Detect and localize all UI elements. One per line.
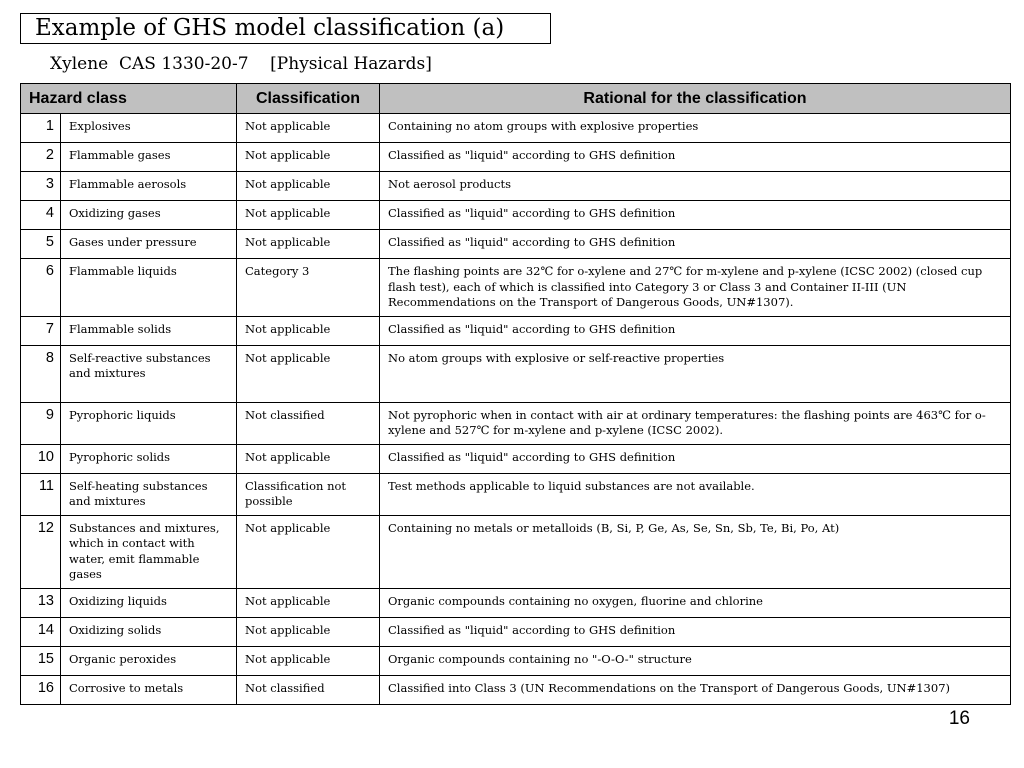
hazard-class-cell: Oxidizing solids xyxy=(61,617,237,646)
table-header-row xyxy=(21,84,1011,114)
rationale-cell: Not aerosol products xyxy=(380,172,1011,201)
row-number: 10 xyxy=(21,444,61,473)
hazard-class-cell: Oxidizing liquids xyxy=(61,588,237,617)
hazard-class-cell: Pyrophoric liquids xyxy=(61,402,237,444)
table-row xyxy=(21,114,1011,143)
table-row xyxy=(21,172,1011,201)
classification-cell: Classification not possible xyxy=(237,473,380,515)
table-row xyxy=(21,230,1011,259)
hazard-class-cell: Flammable gases xyxy=(61,143,237,172)
classification-cell: Not applicable xyxy=(237,646,380,675)
table-row xyxy=(21,402,1011,444)
row-number: 14 xyxy=(21,617,61,646)
rationale-cell: Containing no metals or metalloids (B, Si, P, Ge, As, Se, Sn, Sb, Te, Bi, Po, At) xyxy=(380,515,1011,588)
rationale-cell: Organic compounds containing no "-O-O-" structure xyxy=(380,646,1011,675)
hazard-class-cell: Corrosive to metals xyxy=(61,675,237,704)
slide-title: Example of GHS model classification (a) xyxy=(20,13,551,44)
rationale-cell: Classified as "liquid" according to GHS definition xyxy=(380,230,1011,259)
classification-cell: Not applicable xyxy=(237,143,380,172)
classification-cell: Not applicable xyxy=(237,617,380,646)
classification-cell: Not applicable xyxy=(237,114,380,143)
row-number: 5 xyxy=(21,230,61,259)
rationale-cell: Test methods applicable to liquid substances are not available. xyxy=(380,473,1011,515)
hazard-class-cell: Flammable solids xyxy=(61,316,237,345)
hazard-class-cell: Pyrophoric solids xyxy=(61,444,237,473)
hazard-class-cell: Self-reactive substances and mixtures xyxy=(61,345,237,402)
hazard-class-cell: Organic peroxides xyxy=(61,646,237,675)
rationale-cell: The flashing points are 32℃ for o-xylene and 27℃ for m-xylene and p-xylene (ICSC 2002) (closed cup flash test), each of which is classified into Category 3 or Class 3 and Container II-III (UN Recommendations on the Transport of Dangerous Goods, UN#1307). xyxy=(380,259,1011,317)
classification-table xyxy=(20,83,1011,705)
rationale-cell: Not pyrophoric when in contact with air at ordinary temperatures: the flashing points are 463℃ for o-xylene and 527℃ for m-xylene and p-xylene (ICSC 2002). xyxy=(380,402,1011,444)
header-rationale: Rational for the classification xyxy=(380,84,1011,114)
row-number: 2 xyxy=(21,143,61,172)
hazard-class-cell: Flammable liquids xyxy=(61,259,237,317)
classification-cell: Not applicable xyxy=(237,515,380,588)
table-row xyxy=(21,345,1011,402)
hazard-class-cell: Gases under pressure xyxy=(61,230,237,259)
table-row xyxy=(21,675,1011,704)
row-number: 4 xyxy=(21,201,61,230)
classification-cell: Not applicable xyxy=(237,345,380,402)
table-row xyxy=(21,515,1011,588)
rationale-cell: Classified as "liquid" according to GHS definition xyxy=(380,201,1011,230)
row-number: 12 xyxy=(21,515,61,588)
hazard-class-cell: Self-heating substances and mixtures xyxy=(61,473,237,515)
hazard-class-cell: Explosives xyxy=(61,114,237,143)
row-number: 9 xyxy=(21,402,61,444)
rationale-cell: No atom groups with explosive or self-reactive properties xyxy=(380,345,1011,402)
table-row xyxy=(21,444,1011,473)
classification-cell: Not classified xyxy=(237,675,380,704)
rationale-cell: Classified as "liquid" according to GHS definition xyxy=(380,143,1011,172)
table-row xyxy=(21,617,1011,646)
page-number: 16 xyxy=(948,708,970,729)
row-number: 8 xyxy=(21,345,61,402)
rationale-cell: Classified as "liquid" according to GHS definition xyxy=(380,444,1011,473)
table-row xyxy=(21,473,1011,515)
header-hazard-class: Hazard class xyxy=(21,84,237,114)
row-number: 1 xyxy=(21,114,61,143)
header-classification: Classification xyxy=(237,84,380,114)
hazard-class-cell: Substances and mixtures, which in contact with water, emit flammable gases xyxy=(61,515,237,588)
classification-cell: Category 3 xyxy=(237,259,380,317)
rationale-cell: Containing no atom groups with explosive properties xyxy=(380,114,1011,143)
row-number: 15 xyxy=(21,646,61,675)
row-number: 13 xyxy=(21,588,61,617)
classification-cell: Not applicable xyxy=(237,444,380,473)
row-number: 3 xyxy=(21,172,61,201)
table-row xyxy=(21,259,1011,317)
row-number: 16 xyxy=(21,675,61,704)
table-row xyxy=(21,316,1011,345)
classification-cell: Not applicable xyxy=(237,172,380,201)
table-row xyxy=(21,143,1011,172)
table-row xyxy=(21,201,1011,230)
classification-cell: Not applicable xyxy=(237,201,380,230)
classification-cell: Not applicable xyxy=(237,588,380,617)
hazard-class-cell: Oxidizing gases xyxy=(61,201,237,230)
table-row xyxy=(21,646,1011,675)
row-number: 7 xyxy=(21,316,61,345)
rationale-cell: Organic compounds containing no oxygen, fluorine and chlorine xyxy=(380,588,1011,617)
rationale-cell: Classified into Class 3 (UN Recommendations on the Transport of Dangerous Goods, UN#1307) xyxy=(380,675,1011,704)
rationale-cell: Classified as "liquid" according to GHS definition xyxy=(380,617,1011,646)
row-number: 11 xyxy=(21,473,61,515)
classification-cell: Not classified xyxy=(237,402,380,444)
classification-cell: Not applicable xyxy=(237,316,380,345)
row-number: 6 xyxy=(21,259,61,317)
hazard-class-cell: Flammable aerosols xyxy=(61,172,237,201)
rationale-cell: Classified as "liquid" according to GHS definition xyxy=(380,316,1011,345)
classification-cell: Not applicable xyxy=(237,230,380,259)
slide-subtitle: Xylene CAS 1330-20-7 [Physical Hazards] xyxy=(50,54,432,74)
table-row xyxy=(21,588,1011,617)
